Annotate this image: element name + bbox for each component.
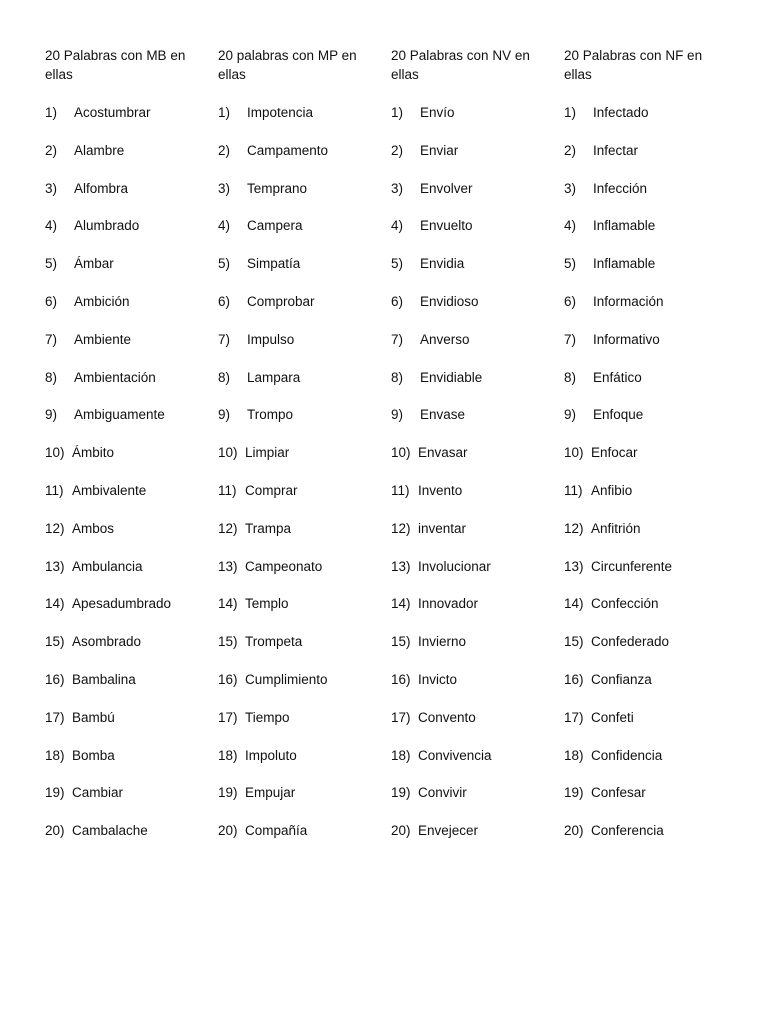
list-item	[218, 519, 328, 557]
item-number: 14)	[218, 596, 238, 612]
item-number: 17)	[45, 709, 65, 725]
item-word: Envío	[420, 105, 455, 120]
item-number: 12)	[45, 520, 65, 536]
item-word: Limpiar	[245, 445, 290, 461]
item-number: 18)	[391, 747, 411, 763]
list-item	[564, 821, 672, 859]
item-word: Temprano	[247, 180, 308, 196]
item-number: 10)	[564, 445, 584, 461]
item-number: 16)	[45, 671, 65, 687]
item-number: 6)	[391, 293, 404, 309]
list-item	[218, 179, 328, 217]
item-number: 11)	[45, 482, 64, 498]
item-word: Enfoque	[593, 407, 644, 423]
item-word: Confesar	[591, 785, 646, 801]
item-word: Confidencia	[591, 747, 663, 763]
list-item	[564, 216, 672, 254]
item-word: Asombrado	[72, 634, 142, 650]
list-item	[45, 594, 171, 632]
item-number: 9)	[564, 407, 577, 423]
item-word: Informativo	[593, 331, 660, 347]
list-item	[564, 330, 672, 368]
list-item	[218, 632, 328, 670]
list-item	[218, 443, 328, 481]
item-word: Anfitrión	[591, 520, 641, 536]
item-number: 5)	[391, 256, 404, 272]
list-item	[391, 519, 492, 557]
item-word: Envasar	[418, 445, 468, 461]
item-word: Innovador	[418, 596, 479, 612]
item-word: Ámbito	[72, 445, 115, 461]
item-number: 4)	[45, 218, 58, 234]
item-word: Confeti	[591, 709, 634, 725]
list-item	[45, 783, 171, 821]
item-number: 16)	[564, 671, 584, 687]
item-number: 15)	[564, 634, 584, 650]
list-item	[391, 292, 492, 330]
item-word: Enviar	[420, 142, 459, 158]
list-item	[564, 254, 672, 292]
list-item	[45, 670, 171, 708]
list-item	[564, 746, 672, 784]
item-number: 2)	[391, 142, 404, 158]
item-word: Templo	[245, 596, 289, 612]
item-word: Comprobar	[247, 293, 315, 309]
list-item	[564, 292, 672, 330]
item-word: Invierno	[418, 634, 467, 650]
list-item	[45, 216, 171, 254]
item-word: Enfocar	[591, 445, 638, 461]
list-item	[45, 330, 171, 368]
item-word: Comprar	[245, 482, 298, 498]
item-number: 11)	[564, 482, 583, 498]
list-item	[218, 746, 328, 784]
item-number: 2)	[45, 142, 58, 158]
list-item	[391, 368, 492, 406]
list-item	[218, 783, 328, 821]
item-number: 1)	[45, 105, 58, 120]
word-list	[45, 103, 171, 859]
item-number: 13)	[391, 558, 411, 574]
item-number: 7)	[391, 331, 404, 347]
item-word: Campera	[247, 218, 303, 234]
list-item	[391, 141, 492, 179]
list-item	[45, 557, 171, 595]
item-number: 20)	[391, 823, 411, 839]
item-word: Confección	[591, 596, 659, 612]
list-item	[391, 746, 492, 784]
item-word: Envidia	[420, 256, 465, 272]
column-nf	[564, 46, 724, 839]
item-word: Ambiguamente	[74, 407, 165, 423]
item-number: 8)	[564, 369, 577, 385]
list-item	[218, 670, 328, 708]
list-item	[218, 216, 328, 254]
item-number: 12)	[218, 520, 238, 536]
column-title: 20 Palabras con NV en ellas	[391, 48, 530, 82]
item-word: Cumplimiento	[245, 671, 328, 687]
item-number: 15)	[218, 634, 238, 650]
list-item	[218, 405, 328, 443]
item-number: 5)	[45, 256, 58, 272]
list-item	[45, 254, 171, 292]
item-number: 3)	[391, 180, 404, 196]
list-item	[45, 519, 171, 557]
list-item	[391, 179, 492, 217]
list-item	[564, 405, 672, 443]
item-word: Bomba	[72, 747, 115, 763]
list-item	[564, 368, 672, 406]
list-item	[564, 557, 672, 595]
list-item	[391, 481, 492, 519]
list-item	[45, 821, 171, 859]
list-item	[564, 519, 672, 557]
item-word: Empujar	[245, 785, 296, 801]
list-item	[564, 103, 672, 141]
item-word: Trampa	[245, 520, 292, 536]
list-item	[391, 783, 492, 821]
list-item	[45, 481, 171, 519]
list-item	[564, 632, 672, 670]
list-item	[564, 594, 672, 632]
item-number: 14)	[45, 596, 65, 612]
item-number: 20)	[45, 823, 65, 839]
item-number: 8)	[45, 369, 58, 385]
item-word: Impoluto	[245, 747, 297, 763]
item-word: Envejecer	[418, 823, 479, 839]
item-word: Ambos	[72, 520, 115, 536]
item-number: 9)	[218, 407, 231, 423]
list-item	[391, 708, 492, 746]
item-number: 3)	[218, 180, 231, 196]
list-item	[564, 179, 672, 217]
list-item	[45, 179, 171, 217]
item-number: 2)	[218, 142, 231, 158]
item-word: Involucionar	[418, 558, 491, 574]
item-number: 6)	[564, 293, 577, 309]
item-number: 6)	[218, 293, 231, 309]
item-word: Confederado	[591, 634, 670, 650]
column-mb	[45, 46, 205, 839]
list-item	[391, 254, 492, 292]
item-number: 17)	[218, 709, 238, 725]
item-word: Infectar	[593, 142, 639, 158]
list-item	[218, 821, 328, 859]
item-word: Alfombra	[74, 180, 129, 196]
list-item	[218, 708, 328, 746]
item-word: Ambulancia	[72, 558, 143, 574]
list-item	[564, 443, 672, 481]
item-word: Bambalina	[72, 671, 136, 687]
item-word: Ambiente	[74, 331, 132, 347]
list-item	[218, 481, 328, 519]
list-item	[45, 443, 171, 481]
item-word: Cambiar	[72, 785, 124, 801]
item-number: 20)	[218, 823, 238, 839]
list-item	[45, 746, 171, 784]
list-item	[218, 330, 328, 368]
item-word: Campeonato	[245, 558, 323, 574]
item-word: Acostumbrar	[74, 105, 151, 120]
list-item	[45, 708, 171, 746]
item-number: 12)	[391, 520, 411, 536]
list-item	[218, 557, 328, 595]
item-word: Convivir	[418, 785, 467, 801]
item-number: 3)	[45, 180, 58, 196]
list-item	[564, 670, 672, 708]
list-item	[218, 103, 328, 141]
item-number: 15)	[391, 634, 411, 650]
item-number: 7)	[218, 331, 231, 347]
item-word: Impulso	[247, 331, 295, 347]
item-word: Ambientación	[74, 369, 156, 385]
item-word: Bambú	[72, 709, 115, 725]
item-word: Alumbrado	[74, 218, 140, 234]
item-word: Envolver	[420, 180, 473, 196]
item-number: 4)	[564, 218, 577, 234]
item-word: Inflamable	[593, 218, 656, 234]
item-word: Trompo	[247, 407, 294, 423]
item-word: Apesadumbrado	[72, 596, 172, 612]
item-number: 18)	[564, 747, 584, 763]
item-number: 18)	[45, 747, 65, 763]
item-word: Envuelto	[420, 218, 473, 234]
list-item	[564, 783, 672, 821]
list-item	[218, 141, 328, 179]
item-number: 5)	[564, 256, 577, 272]
item-word: Inflamable	[593, 256, 656, 272]
item-word: Compañía	[245, 823, 308, 839]
item-number: 9)	[45, 407, 58, 423]
item-number: 10)	[391, 445, 411, 461]
item-word: Ambivalente	[72, 482, 147, 498]
item-word: Impotencia	[247, 105, 314, 120]
item-word: Lampara	[247, 369, 301, 385]
item-number: 7)	[564, 331, 577, 347]
item-number: 20)	[564, 823, 584, 839]
item-word: Convivencia	[418, 747, 492, 763]
item-number: 15)	[45, 634, 65, 650]
item-number: 17)	[564, 709, 584, 725]
list-item	[218, 254, 328, 292]
item-number: 13)	[45, 558, 65, 574]
list-item	[218, 368, 328, 406]
item-word: Invicto	[418, 671, 458, 687]
item-number: 5)	[218, 256, 231, 272]
item-number: 3)	[564, 180, 577, 196]
item-number: 12)	[564, 520, 584, 536]
item-number: 10)	[45, 445, 65, 461]
item-word: Infectado	[593, 105, 649, 120]
item-number: 9)	[391, 407, 404, 423]
word-list	[218, 103, 328, 859]
list-item	[45, 405, 171, 443]
item-word: Infección	[593, 180, 648, 196]
list-item	[391, 632, 492, 670]
list-item	[391, 557, 492, 595]
item-word: Anverso	[420, 331, 470, 347]
item-word: Ambición	[74, 293, 130, 309]
item-number: 14)	[391, 596, 411, 612]
item-word: Trompeta	[245, 634, 303, 650]
column-title: 20 palabras con MP en ellas	[218, 48, 357, 82]
item-number: 6)	[45, 293, 58, 309]
item-number: 13)	[564, 558, 584, 574]
column-nv	[391, 46, 551, 839]
item-number: 14)	[564, 596, 584, 612]
list-item	[564, 481, 672, 519]
list-item	[391, 670, 492, 708]
list-item	[564, 708, 672, 746]
item-number: 19)	[218, 785, 238, 801]
word-list	[564, 103, 672, 859]
item-number: 4)	[218, 218, 231, 234]
item-word: Simpatía	[247, 256, 301, 272]
item-word: inventar	[418, 520, 467, 536]
list-item	[391, 103, 492, 141]
item-number: 18)	[218, 747, 238, 763]
item-number: 16)	[218, 671, 238, 687]
list-item	[391, 216, 492, 254]
item-number: 13)	[218, 558, 238, 574]
item-number: 11)	[391, 482, 410, 498]
item-number: 1)	[391, 105, 404, 120]
item-number: 2)	[564, 142, 577, 158]
item-word: Tiempo	[245, 709, 290, 725]
item-word: Cambalache	[72, 823, 148, 839]
list-item	[218, 594, 328, 632]
item-word: Ámbar	[74, 256, 114, 272]
item-word: Alambre	[74, 142, 125, 158]
list-item	[45, 368, 171, 406]
item-word: Envidiable	[420, 369, 483, 385]
item-number: 1)	[564, 105, 577, 120]
list-item	[391, 821, 492, 859]
list-item	[391, 443, 492, 481]
item-number: 19)	[564, 785, 584, 801]
item-number: 4)	[391, 218, 404, 234]
item-number: 8)	[391, 369, 404, 385]
item-number: 17)	[391, 709, 411, 725]
item-word: Anfibio	[591, 482, 633, 498]
item-number: 7)	[45, 331, 58, 347]
item-word: Confianza	[591, 671, 652, 687]
item-word: Envase	[420, 407, 466, 423]
column-title: 20 Palabras con MB en ellas	[45, 48, 186, 82]
item-number: 11)	[218, 482, 237, 498]
item-word: Información	[593, 293, 664, 309]
list-item	[45, 141, 171, 179]
list-item	[45, 292, 171, 330]
item-number: 10)	[218, 445, 238, 461]
column-title: 20 Palabras con NF en ellas	[564, 48, 703, 82]
list-item	[564, 141, 672, 179]
item-number: 8)	[218, 369, 231, 385]
word-list	[391, 103, 492, 859]
item-word: Conferencia	[591, 823, 664, 839]
item-word: Convento	[418, 709, 476, 725]
item-word: Circunferente	[591, 558, 673, 574]
list-item	[45, 632, 171, 670]
list-item	[45, 103, 171, 141]
item-word: Campamento	[247, 142, 329, 158]
list-item	[391, 594, 492, 632]
item-number: 19)	[45, 785, 65, 801]
item-number: 19)	[391, 785, 411, 801]
list-item	[391, 405, 492, 443]
item-word: Enfático	[593, 369, 642, 385]
item-number: 1)	[218, 105, 231, 120]
column-mp	[218, 46, 378, 839]
item-word: Invento	[418, 482, 463, 498]
list-item	[218, 292, 328, 330]
item-number: 16)	[391, 671, 411, 687]
list-item	[391, 330, 492, 368]
item-word: Envidioso	[420, 293, 479, 309]
